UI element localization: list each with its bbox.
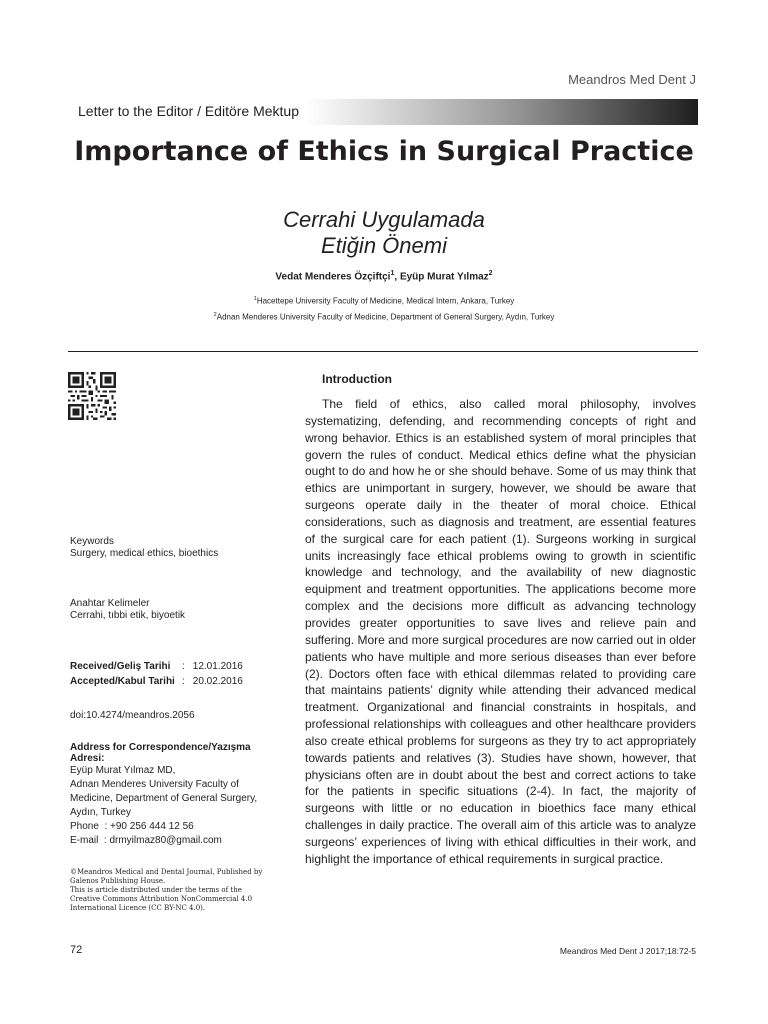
footer-citation: Meandros Med Dent J 2017;18:72-5 <box>559 946 696 956</box>
correspondence-block <box>70 742 285 848</box>
received-row <box>70 659 243 674</box>
author-affiliation-marker: 1 <box>390 270 395 277</box>
received-label: Received/Geliş Tarihi <box>70 661 171 672</box>
affiliation-2 <box>66 312 702 322</box>
keywords-label: Keywords <box>70 536 114 547</box>
keywords-tr-text: Cerrahi, tıbbi etik, biyoetik <box>70 610 186 621</box>
affiliation-marker: 1 <box>253 296 257 302</box>
affiliation-text: Hacettepe University Faculty of Medicine, Medical Intern, Ankara, Turkey <box>256 296 515 306</box>
license-notice <box>70 868 280 913</box>
author-name: Eyüp Murat Yılmaz <box>399 271 489 283</box>
keywords-tr-block <box>70 598 185 623</box>
license-line: Creative Commons Attribution NonCommercial 4.0 <box>70 895 253 903</box>
received-separator: : <box>182 661 185 672</box>
affiliation-1 <box>66 296 702 306</box>
received-date: 12.01.2016 <box>192 661 243 672</box>
dates-table <box>70 659 243 689</box>
license-line: ©Meandros Medical and Dental Journal, Published by <box>70 868 263 876</box>
page-number: 72 <box>70 944 83 956</box>
header-divider <box>68 351 698 352</box>
accepted-row <box>70 674 243 689</box>
article-subtitle <box>66 207 702 259</box>
correspondence-line: Adnan Menderes University Faculty of <box>70 779 239 790</box>
correspondence-line: Eyüp Murat Yılmaz MD, <box>70 765 176 776</box>
keywords-block <box>70 536 218 561</box>
keywords-text: Surgery, medical ethics, bioethics <box>70 548 219 559</box>
accepted-label: Accepted/Kabul Tarihi <box>70 676 175 687</box>
correspondence-email[interactable]: E-mail : drmyilmaz80@gmail.com <box>70 835 222 846</box>
correspondence-line: Aydın, Turkey <box>70 807 131 818</box>
subtitle-line-2: Etiğin Önemi <box>321 233 447 258</box>
correspondence-phone: Phone : +90 256 444 12 56 <box>70 821 194 832</box>
author-separator: , <box>394 271 400 283</box>
correspondence-label: Address for Correspondence/Yazışma Adresi: <box>70 742 251 764</box>
accepted-date: 20.02.2016 <box>192 676 243 687</box>
license-line: Galenos Publishing House. <box>70 877 166 885</box>
affiliation-marker: 2 <box>213 312 217 318</box>
qr-code-icon <box>68 372 116 420</box>
author-affiliation-marker: 2 <box>488 270 493 277</box>
author-name: Vedat Menderes Özçiftçi <box>275 271 391 283</box>
section-heading-introduction: Introduction <box>322 372 392 386</box>
article-title: Importance of Ethics in Surgical Practice <box>74 136 694 167</box>
subtitle-line-1: Cerrahi Uygulamada <box>283 207 485 232</box>
author-list <box>66 270 702 282</box>
journal-name-header: Meandros Med Dent J <box>568 72 696 87</box>
license-line: This is article distributed under the terms of the <box>70 886 242 894</box>
section-label: Letter to the Editor / Editöre Mektup <box>78 103 300 119</box>
keywords-tr-label: Anahtar Kelimeler <box>70 598 150 609</box>
introduction-paragraph: The field of ethics, also called moral philosophy, involves systematizing, defending, and recommending concepts of right and wrong behavior. Ethics is an established system of moral principles that govern the rules of conduct. Medical ethics define what the physician ought to do and how he or she should behave. Some of us may think that ethics are unimportant in surgery, however, we should be aware that surgeons operate daily in the theater of moral choice. Ethical considerations, such as diagnosis and treatment, are essential features of the surgical care for each patient (1). Surgeons working in surgical units increasingly face ethical problems owing to growth in scientific knowledge and technology, and the availability of new diagnostic equipment and treatment opportunities. The applications become more complex and the decisions more difficult as advancing technology provides greater opportunities to save lives and relieve pain and suffering. More and more surgical procedures are now carried out in older patients who have multiple and more serious diseases than ever before (2). Doctors often face with ethical dilemmas related to providing care that maintains patients’ dignity while attending their advanced medical treatment. Organizational and financial constraints in hospitals, and professional relationships with colleagues and other healthcare providers also create ethical problems for surgeons as they try to act appropriately towards patients and relatives (3). Studies have shown, however, that physicians often are in doubt about the best and correct actions to take for the patients in specific situations (2-4). In fact, the majority of surgeons with little or no education in bioethics face many ethical challenges in daily practice. The overall aim of this article was to analyze surgeons’ experiences of living with ethical difficulties in their work, and highlight the importance of ethical requirements in surgical practice. <box>305 397 696 866</box>
license-line: International Licence (CC BY-NC 4.0). <box>70 904 206 912</box>
accepted-separator: : <box>182 676 185 687</box>
correspondence-line: Medicine, Department of General Surgery, <box>70 793 258 804</box>
doi-link[interactable]: doi:10.4274/meandros.2056 <box>70 710 195 721</box>
affiliation-text: Adnan Menderes University Faculty of Medicine, Department of General Surgery, Aydın, Turkey <box>216 312 555 322</box>
